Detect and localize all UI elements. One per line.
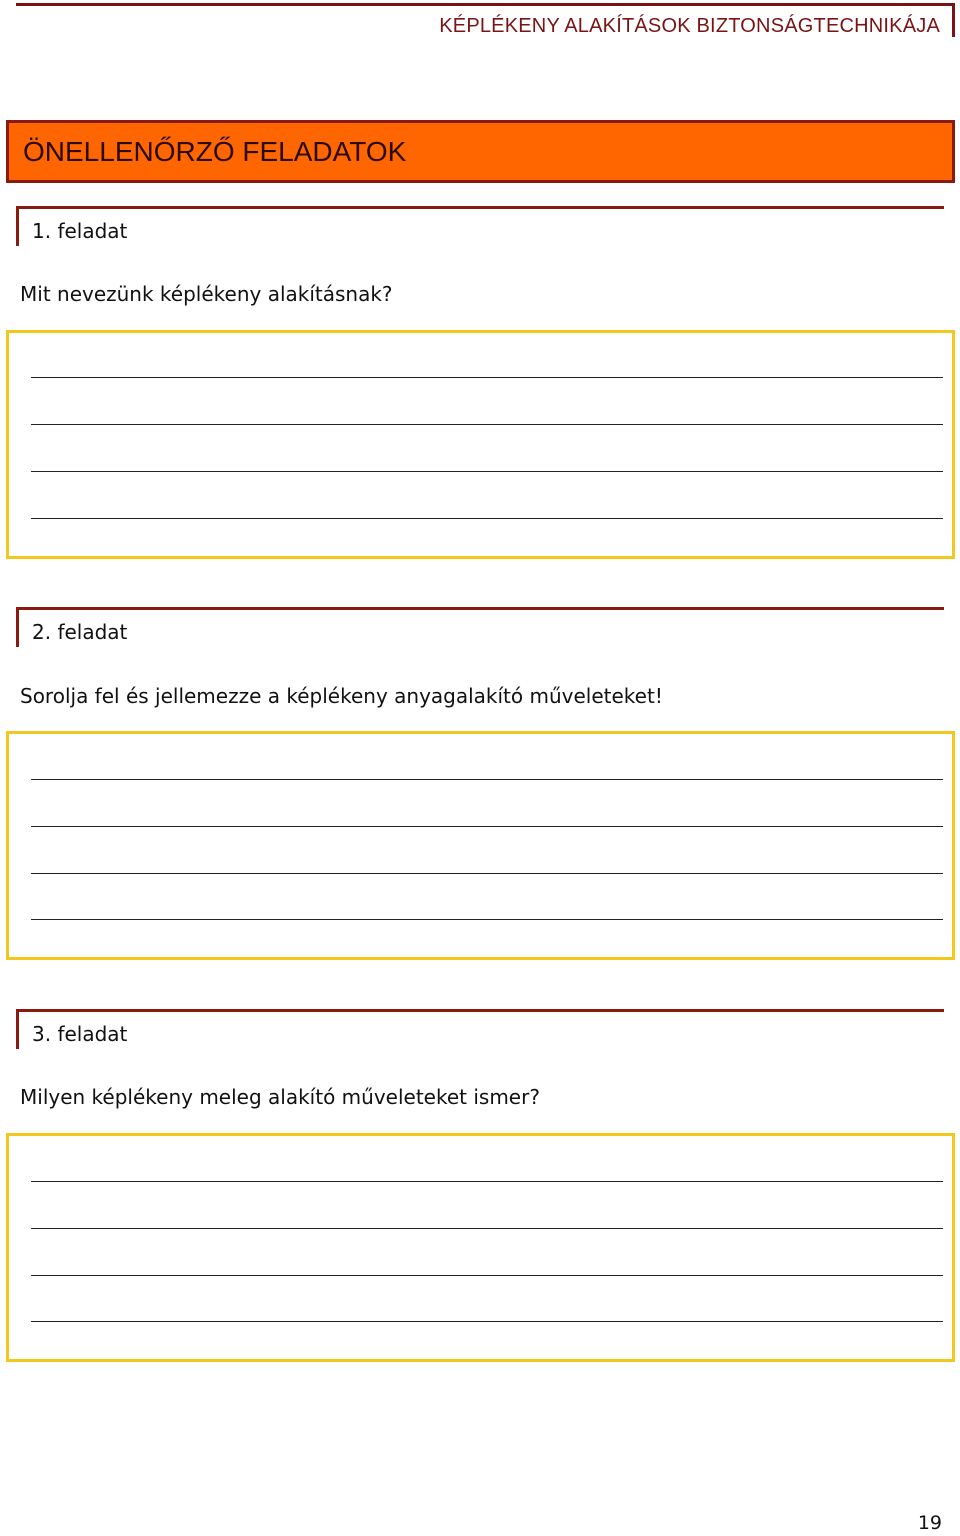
section-banner	[6, 120, 955, 183]
answer-line	[31, 424, 943, 425]
task-2-label: 2. feladat	[32, 620, 128, 644]
task-1-answer-box[interactable]	[6, 330, 955, 559]
task-2-tab	[16, 607, 944, 647]
answer-line	[31, 518, 943, 519]
task-3-answer-box[interactable]	[6, 1133, 955, 1362]
page-number: 19	[917, 1512, 942, 1534]
task-2-question: Sorolja fel és jellemezze a képlékeny anyagalakító műveleteket!	[20, 684, 663, 708]
task-1-question: Mit nevezünk képlékeny alakításnak?	[20, 282, 393, 306]
answer-line	[31, 779, 943, 780]
answer-line	[31, 1275, 943, 1276]
task-1-label: 1. feladat	[32, 219, 128, 243]
answer-line	[31, 873, 943, 874]
answer-line	[31, 1181, 943, 1182]
task-3-tab	[16, 1009, 944, 1049]
answer-line	[31, 826, 943, 827]
task-1-tab	[16, 206, 944, 246]
task-3-label: 3. feladat	[32, 1022, 128, 1046]
answer-line	[31, 377, 943, 378]
answer-line	[31, 471, 943, 472]
answer-line	[31, 919, 943, 920]
answer-line	[31, 1321, 943, 1322]
task-2-answer-box[interactable]	[6, 731, 955, 960]
section-title: ÖNELLENŐRZŐ FELADATOK	[23, 136, 407, 167]
running-header-title: KÉPLÉKENY ALAKÍTÁSOK BIZTONSÁGTECHNIKÁJA	[439, 15, 940, 37]
task-3-question: Milyen képlékeny meleg alakító műveleteket ismer?	[20, 1085, 540, 1109]
answer-line	[31, 1228, 943, 1229]
